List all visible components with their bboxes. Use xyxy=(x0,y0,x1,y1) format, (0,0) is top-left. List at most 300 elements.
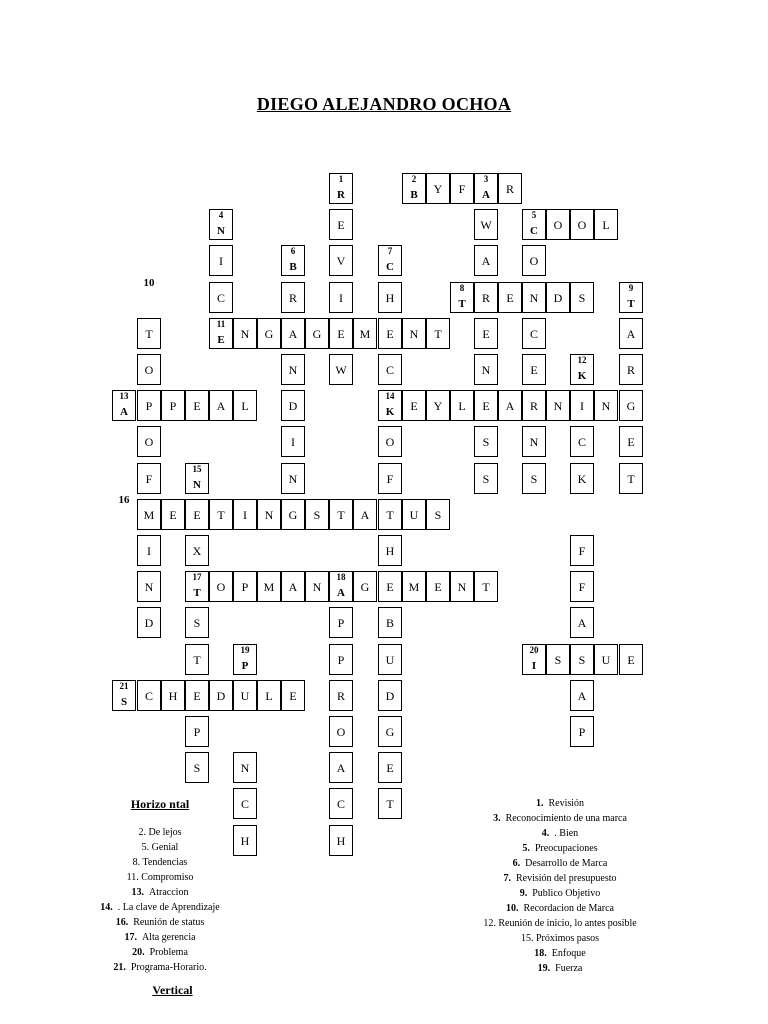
clue-number: 19 xyxy=(240,645,250,655)
crossword-cell xyxy=(450,282,474,313)
horizontal-heading: Horizo ntal xyxy=(130,797,190,811)
crossword-cell xyxy=(378,788,402,819)
clue-text: Problema xyxy=(149,947,188,958)
crossword-cell xyxy=(281,354,305,385)
horizontal-clue xyxy=(60,840,260,855)
cell-letter: P xyxy=(241,579,249,594)
cell-letter: B xyxy=(385,615,394,630)
crossword-cell xyxy=(233,499,257,530)
crossword-cell xyxy=(329,680,353,711)
crossword-cell xyxy=(209,499,233,530)
crossword-cell xyxy=(498,390,522,421)
crossword-cell xyxy=(329,716,353,747)
cell-letter: I xyxy=(339,290,343,305)
cell-letter: N xyxy=(312,579,322,594)
cell-letter: S xyxy=(120,696,128,708)
crossword-cell xyxy=(546,282,570,313)
crossword-cell xyxy=(594,209,618,240)
cell-letter: R xyxy=(337,189,345,201)
cell-letter: E xyxy=(193,507,201,522)
crossword-cell xyxy=(185,680,209,711)
cell-letter: N xyxy=(193,479,201,491)
crossword-cell xyxy=(378,752,402,783)
crossword-cell xyxy=(281,390,305,421)
cell-letter: G xyxy=(360,579,370,594)
crossword-cell xyxy=(426,499,450,530)
cell-letter: E xyxy=(193,688,201,703)
clue-number: 12 xyxy=(577,355,587,365)
cell-letter: A xyxy=(626,326,636,341)
horizontal-clue xyxy=(60,870,260,885)
clue-text: 2. De lejos xyxy=(138,827,182,838)
crossword-cell xyxy=(594,644,618,675)
cell-letter: G xyxy=(288,507,298,522)
clue-index: 7. xyxy=(503,873,511,884)
clue-number: 13 xyxy=(119,391,129,401)
crossword-cell xyxy=(498,173,522,204)
crossword-cell xyxy=(305,318,329,349)
crossword-cell xyxy=(137,390,161,421)
cell-letter: N xyxy=(529,434,539,449)
cell-letter: T xyxy=(145,326,153,341)
crossword-cell xyxy=(402,318,426,349)
crossword-cell xyxy=(161,680,185,711)
crossword-cell xyxy=(281,318,305,349)
cell-letter: G xyxy=(385,724,395,739)
crossword-cell xyxy=(570,390,594,421)
clue-number-label: 16 xyxy=(118,494,130,506)
crossword-cell xyxy=(257,571,281,602)
cell-letter: A xyxy=(481,253,491,268)
cell-letter: A xyxy=(216,398,226,413)
horizontal-clue xyxy=(60,915,260,930)
cell-letter: R xyxy=(505,181,514,196)
crossword-cell xyxy=(570,644,594,675)
cell-letter: P xyxy=(145,398,153,413)
cell-letter: D xyxy=(553,290,563,305)
crossword-cell xyxy=(522,282,546,313)
crossword-cell xyxy=(209,318,233,349)
page-title: DIEGO ALEJANDRO OCHOA xyxy=(256,94,512,114)
clue-index: 19. xyxy=(537,963,551,974)
cell-letter: E xyxy=(434,579,442,594)
crossword-cell xyxy=(474,354,498,385)
cell-letter: D xyxy=(144,615,154,630)
cell-letter: Y xyxy=(433,398,443,413)
crossword-cell xyxy=(161,499,185,530)
crossword-cell xyxy=(474,390,498,421)
clue-text: Fuerza xyxy=(555,963,583,974)
clue-index: 14. xyxy=(100,902,113,913)
cell-letter: H xyxy=(385,290,395,305)
cell-letter: T xyxy=(386,507,394,522)
cell-letter: C xyxy=(530,225,538,237)
crossword-cell xyxy=(378,390,402,421)
cell-letter: E xyxy=(506,290,514,305)
clue-text: Desarrollo de Marca xyxy=(525,858,608,869)
cell-letter: C xyxy=(144,688,153,703)
crossword-cell xyxy=(233,390,257,421)
cell-letter: D xyxy=(288,398,298,413)
cell-letter: U xyxy=(385,652,395,667)
cell-letter: L xyxy=(241,398,249,413)
cell-letter: B xyxy=(410,189,418,201)
clue-text: Recordacion de Marca xyxy=(523,903,614,914)
cell-letter: I xyxy=(531,660,537,672)
crossword-cell xyxy=(474,318,498,349)
crossword-cell xyxy=(209,209,233,240)
clue-number: 3 xyxy=(483,174,489,184)
clue-number: 15 xyxy=(192,464,202,474)
crossword-cell xyxy=(619,390,643,421)
crossword-cell xyxy=(474,426,498,457)
cell-letter: N xyxy=(553,398,563,413)
clue-text: 12. Reunión de inicio, lo antes posible xyxy=(483,918,637,929)
cell-letter: A xyxy=(337,587,345,599)
crossword-cell xyxy=(546,390,570,421)
clue-number: 17 xyxy=(192,572,202,582)
crossword-cell xyxy=(522,390,546,421)
cell-letter: E xyxy=(337,326,345,341)
cell-letter: E xyxy=(482,398,490,413)
crossword-cell xyxy=(233,680,257,711)
cell-letter: H xyxy=(336,833,346,848)
crossword-cell xyxy=(426,318,450,349)
vertical-clue xyxy=(440,856,680,871)
cell-letter: A xyxy=(577,688,587,703)
cell-letter: U xyxy=(240,688,250,703)
horizontal-clue xyxy=(60,945,260,960)
cell-letter: O xyxy=(144,362,154,377)
cell-letter: A xyxy=(505,398,515,413)
cell-letter: E xyxy=(337,217,345,232)
clue-text: 5. Genial xyxy=(141,842,179,853)
clue-index: 20. xyxy=(132,947,145,958)
crossword-cell xyxy=(185,752,209,783)
clue-text: . La clave de Aprendizaje xyxy=(117,902,220,913)
clue-number: 14 xyxy=(385,391,395,401)
cell-letter: O xyxy=(216,579,226,594)
cell-letter: H xyxy=(240,833,250,848)
crossword-cell xyxy=(281,499,305,530)
cell-letter: E xyxy=(627,652,635,667)
cell-letter: W xyxy=(480,217,492,232)
cell-letter: C xyxy=(336,796,345,811)
clue-number: 7 xyxy=(387,246,393,256)
clue-text: Programa-Horario. xyxy=(130,962,207,973)
cell-letter: A xyxy=(482,189,490,201)
crossword-cell xyxy=(474,571,498,602)
cell-letter: T xyxy=(193,652,201,667)
crossword-cell xyxy=(329,282,353,313)
cell-letter: C xyxy=(385,362,394,377)
cell-letter: O xyxy=(529,253,539,268)
cell-letter: N xyxy=(481,362,491,377)
cell-letter: A xyxy=(288,326,298,341)
clue-number: 9 xyxy=(628,283,634,293)
cell-letter: E xyxy=(217,334,225,346)
cell-letter: E xyxy=(193,398,201,413)
clue-number: 18 xyxy=(336,572,346,582)
crossword-cell xyxy=(137,426,161,457)
crossword-cell xyxy=(281,680,305,711)
cell-letter: A xyxy=(336,760,346,775)
crossword-cell xyxy=(570,426,594,457)
cell-letter: I xyxy=(243,507,247,522)
crossword-cell xyxy=(378,680,402,711)
crossword-cell xyxy=(570,535,594,566)
cell-letter: O xyxy=(144,434,154,449)
crossword-cell xyxy=(522,463,546,494)
cell-letter: C xyxy=(529,326,538,341)
cell-letter: N xyxy=(601,398,611,413)
clue-index: 4. xyxy=(541,828,550,839)
cell-letter: T xyxy=(386,796,394,811)
clue-index: 16. xyxy=(115,917,129,928)
cell-letter: S xyxy=(578,652,586,667)
crossword-cell xyxy=(257,499,281,530)
crossword-cell xyxy=(185,463,209,494)
cell-letter: G xyxy=(264,326,274,341)
cell-letter: K xyxy=(577,471,587,486)
crossword-cell xyxy=(474,245,498,276)
crossword-cell xyxy=(378,463,402,494)
crossword-cell xyxy=(402,499,426,530)
crossword-cell xyxy=(137,499,161,530)
crossword-cell xyxy=(209,245,233,276)
vertical-clue xyxy=(440,871,680,886)
clue-text: Revisión del presupuesto xyxy=(515,873,617,884)
crossword-cell xyxy=(522,318,546,349)
cell-letter: U xyxy=(409,507,419,522)
crossword-cell xyxy=(137,318,161,349)
crossword-cell xyxy=(378,535,402,566)
crossword-cell xyxy=(378,607,402,638)
clue-number: 4 xyxy=(218,210,224,220)
crossword-cell xyxy=(137,680,161,711)
crossword-cell xyxy=(329,245,353,276)
cell-letter: A xyxy=(120,406,128,418)
crossword-cell xyxy=(329,644,353,675)
crossword-cell xyxy=(378,282,402,313)
crossword-cell xyxy=(112,390,136,421)
clue-number: 2 xyxy=(411,174,417,184)
clue-text: Enfoque xyxy=(551,948,586,959)
crossword-cell xyxy=(281,282,305,313)
cell-letter: S xyxy=(482,434,490,449)
clue-number: 6 xyxy=(290,246,296,256)
crossword-cell xyxy=(570,607,594,638)
clue-number: 5 xyxy=(531,210,537,220)
crossword-cell xyxy=(546,209,570,240)
cell-letter: B xyxy=(289,261,297,273)
cell-letter: N xyxy=(240,326,250,341)
cell-letter: V xyxy=(336,253,346,268)
crossword-cell xyxy=(619,318,643,349)
cell-letter: C xyxy=(386,261,394,273)
crossword-cell xyxy=(619,354,643,385)
crossword-cell xyxy=(450,390,474,421)
cell-letter: O xyxy=(577,217,587,232)
clue-text: . Bien xyxy=(554,828,579,839)
crossword-cell xyxy=(619,644,643,675)
cell-letter: S xyxy=(554,652,562,667)
crossword-cell xyxy=(209,282,233,313)
cell-letter: H xyxy=(385,543,395,558)
crossword-cell xyxy=(378,426,402,457)
clue-text: Reconocimiento de una marca xyxy=(505,813,627,824)
crossword-cell xyxy=(570,463,594,494)
horizontal-clue xyxy=(60,885,260,900)
crossword-cell xyxy=(305,571,329,602)
cell-letter: U xyxy=(601,652,611,667)
clue-index: 9. xyxy=(519,888,528,899)
crossword-cell xyxy=(426,173,450,204)
crossword-cell xyxy=(209,390,233,421)
cell-letter: M xyxy=(143,507,155,522)
crossword-cell xyxy=(570,716,594,747)
clue-text: 15. Próximos pasos xyxy=(520,933,600,944)
cell-letter: C xyxy=(240,796,249,811)
cell-letter: P xyxy=(193,724,201,739)
vertical-clue xyxy=(440,886,680,901)
clue-index: 13. xyxy=(131,887,145,898)
crossword-cell xyxy=(522,644,546,675)
clue-index: 21. xyxy=(113,962,126,973)
cell-letter: R xyxy=(529,398,538,413)
crossword-cell xyxy=(570,209,594,240)
cell-letter: O xyxy=(336,724,346,739)
vertical-clue xyxy=(440,826,680,841)
crossword-cell xyxy=(426,571,450,602)
cell-letter: E xyxy=(386,579,394,594)
cell-letter: C xyxy=(577,434,586,449)
crossword-cell xyxy=(281,463,305,494)
cell-letter: I xyxy=(219,253,223,268)
cell-letter: P xyxy=(241,660,249,672)
crossword-cell xyxy=(233,571,257,602)
crossword-cell xyxy=(474,173,498,204)
cell-letter: F xyxy=(578,543,586,558)
clue-text: Revisión xyxy=(548,798,585,809)
cell-letter: R xyxy=(288,290,297,305)
crossword-cell xyxy=(329,788,353,819)
cell-letter: O xyxy=(553,217,563,232)
horizontal-clue xyxy=(60,825,260,840)
cell-letter: E xyxy=(627,434,635,449)
cell-letter: L xyxy=(265,688,273,703)
cell-letter: T xyxy=(217,507,225,522)
vertical-heading: Vertical xyxy=(152,983,193,997)
crossword-cell xyxy=(402,390,426,421)
crossword-cell xyxy=(281,245,305,276)
cell-letter: O xyxy=(385,434,395,449)
crossword-cell xyxy=(378,716,402,747)
crossword-cell xyxy=(209,680,233,711)
clue-number: 1 xyxy=(338,174,344,184)
clue-text: Alta gerencia xyxy=(141,932,196,943)
cell-letter: M xyxy=(359,326,371,341)
cell-letter: S xyxy=(434,507,442,522)
vertical-clue xyxy=(440,811,680,826)
crossword-cell xyxy=(522,426,546,457)
vertical-clue xyxy=(440,961,680,976)
cell-letter: R xyxy=(336,688,345,703)
clue-index: 3. xyxy=(493,813,501,824)
cell-letter: T xyxy=(434,326,442,341)
crossword-cell xyxy=(474,282,498,313)
cell-letter: H xyxy=(168,688,178,703)
cell-letter: I xyxy=(291,434,295,449)
vertical-clues xyxy=(440,796,680,976)
crossword-cell xyxy=(329,499,353,530)
vertical-clue xyxy=(440,916,680,931)
clue-text: Atraccion xyxy=(149,887,189,898)
cell-letter: S xyxy=(578,290,586,305)
crossword-cell xyxy=(378,318,402,349)
vertical-clue xyxy=(440,901,680,916)
cell-letter: R xyxy=(626,362,635,377)
cell-letter: E xyxy=(482,326,490,341)
crossword-cell xyxy=(257,680,281,711)
crossword-cell xyxy=(522,209,546,240)
clue-index: 10. xyxy=(505,903,519,914)
clue-text: Publico Objetivo xyxy=(532,888,601,899)
crossword-cell xyxy=(185,390,209,421)
cell-letter: K xyxy=(385,406,395,418)
clue-text: Preocupaciones xyxy=(534,843,598,854)
horizontal-clue xyxy=(60,900,260,915)
crossword-cell xyxy=(329,209,353,240)
crossword-cell xyxy=(498,282,522,313)
cell-letter: T xyxy=(627,298,635,310)
vertical-clue xyxy=(440,946,680,961)
crossword-cell xyxy=(402,173,426,204)
crossword-cell xyxy=(353,571,377,602)
cell-letter: P xyxy=(337,652,345,667)
cell-letter: A xyxy=(360,507,370,522)
cell-letter: L xyxy=(602,217,610,232)
crossword-cell xyxy=(450,173,474,204)
cell-letter: P xyxy=(578,724,586,739)
crossword-cell xyxy=(329,571,353,602)
clue-text: 11. Compromiso xyxy=(126,872,194,883)
crossword-cell xyxy=(281,571,305,602)
cell-letter: N xyxy=(217,225,225,237)
clue-number: 21 xyxy=(119,681,129,691)
cell-letter: A xyxy=(288,579,298,594)
crossword-cell xyxy=(570,680,594,711)
clue-index: 5. xyxy=(522,843,530,854)
crossword-cell xyxy=(281,426,305,457)
crossword-cell xyxy=(378,644,402,675)
cell-letter: G xyxy=(626,398,636,413)
crossword-cell xyxy=(619,282,643,313)
clue-number: 11 xyxy=(216,319,226,329)
cell-letter: F xyxy=(145,471,153,486)
clue-number-label: 10 xyxy=(143,277,155,289)
cell-letter: D xyxy=(216,688,226,703)
crossword-cell xyxy=(233,644,257,675)
cell-letter: X xyxy=(192,543,202,558)
cell-letter: T xyxy=(627,471,635,486)
cell-letter: T xyxy=(482,579,490,594)
cell-letter: N xyxy=(288,362,298,377)
crossword-cell xyxy=(522,245,546,276)
cell-letter: N xyxy=(288,471,298,486)
cell-letter: E xyxy=(530,362,538,377)
crossword-cell xyxy=(378,499,402,530)
